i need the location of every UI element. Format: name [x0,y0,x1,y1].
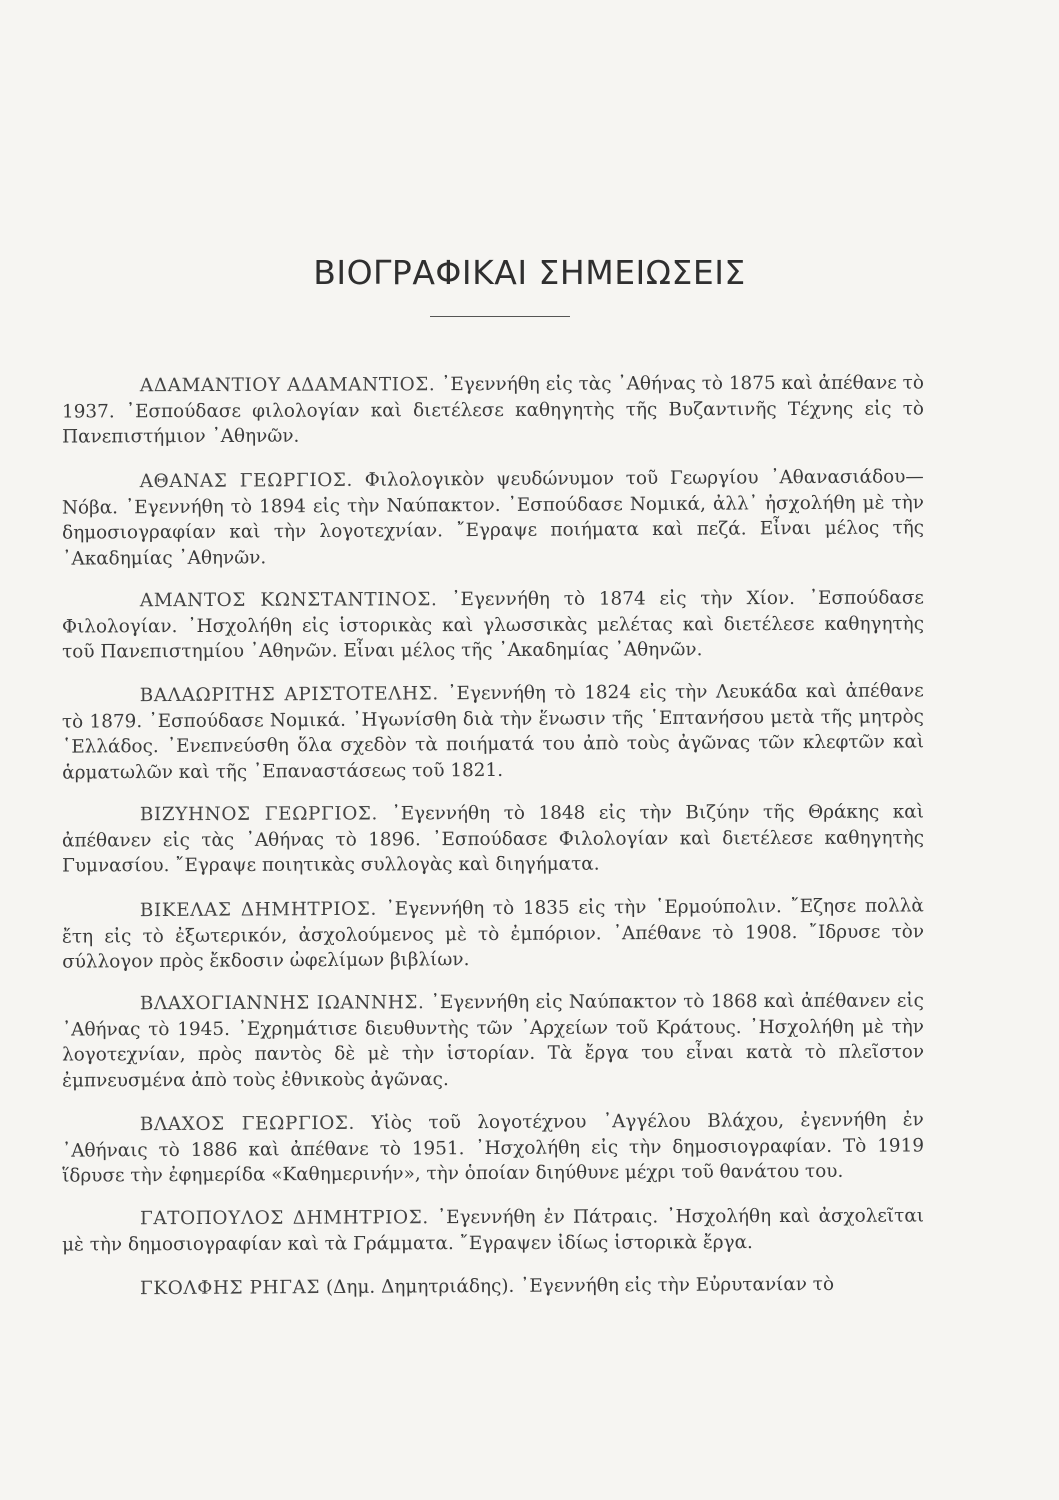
biography-entry [62,988,924,1093]
entry-text: Υἱὸς τοῦ λογοτέχνου ᾿Αγγέλου Βλάχου, ἐγεννήθη ἐν ᾿Αθήναις τὸ 1886 καὶ ἀπέθανε τὸ 1951. ᾿Ησχολήθη εἰς τὴν δημοσιογραφίαν. Τὸ 1919 ἵδρυσε τὴν ἐφημερίδα «Καθημερινήν», τὴν ὁποίαν διηύθυνε μέχρι τοῦ θανάτου του. [61,1109,925,1187]
entry-text: (Δημ. Δημητριάδης). ᾿Εγεννήθη εἰς τὴν Εὐρυτανίαν τὸ [325,1273,835,1298]
entry-text: Φιλολογικὸν ψευδώνυμον τοῦ Γεωργίου ᾿Αθανασιάδου—Νόβα. ᾿Εγεννήθη τὸ 1894 εἰς τὴν Ναύπακτον. ᾿Εσπούδασε Νομικά, ἀλλ᾿ ἠσχολήθη μὲ τὴν δημοσιογραφίαν καὶ τὴν λογοτεχνίαν. ῎Εγραψε ποιήματα καὶ πεζά. Εἶναι μέλος τῆς ᾿Ακαδημίας ᾿Αθηνῶν. [61,465,925,569]
entry-text: ᾿Εγεννήθη τὸ 1835 εἰς τὴν ῾Ερμούπολιν. ῎Εζησε πολλὰ ἔτη εἰς τὸ ἐξωτερικόν, ἀσχολούμενος μὲ τὸ ἐμπόριον. ᾿Απέθανε τὸ 1908. ῎Ιδρυσε τὸν σύλλογον πρὸς ἔκδοσιν ὠφελίμων βιβλίων. [61,894,925,973]
entry-name: ΒΛΑΧΟΓΙΑΝΝΗΣ ΙΩΑΝΝΗΣ. [139,992,425,1015]
biography-entry [62,678,925,785]
entry-name: ΑΔΑΜΑΝΤΙΟΥ ΑΔΑΜΑΝΤΙΟΣ. [139,374,436,397]
entry-name: ΒΙΚΕΛΑΣ ΔΗΜΗΤΡΙΟΣ. [139,898,377,921]
entry-name: ΑΜΑΝΤΟΣ ΚΩΝΣΤΑΝΤΙΝΟΣ. [139,588,438,611]
biography-entry [62,370,924,450]
entry-text: ᾿Εγεννήθη τὸ 1848 εἰς τὴν Βιζύην τῆς Θράκης καὶ ἀπέθανεν εἰς τὰς ᾿Αθήνας τὸ 1896. ᾿Εσπούδασε Φιλολογίαν καὶ διετέλεσε καθηγητὴς Γυμνασίου. ῎Εγραψε ποιητικὰς συλλογὰς καὶ διηγήματα. [61,801,925,877]
title-divider [430,316,570,317]
entry-name: ΓΚΟΛΦΗΣ ΡΗΓΑΣ [139,1276,321,1299]
biography-entry [62,1203,924,1257]
page-title: ΒΙΟΓΡΑΦΙΚΑΙ ΣΗΜΕΙΩΣΕΙΣ [313,253,746,292]
entry-text: ᾿Εγεννήθη τὸ 1824 εἰς τὴν Λευκάδα καὶ ἀπέθανε τὸ 1879. ᾿Εσπούδασε Νομικά. ᾿Ηγωνίσθη διὰ τὴν ἕνωσιν τῆς ῾Επτανήσου μετὰ τῆς μητρὸς ῾Ελλάδος. ᾿Ενεπνεύσθη ὅλα σχεδὸν τὰ ποιήματά του ἀπὸ τοὺς ἀγῶνας τῶν κλεφτῶν καὶ ἁρματωλῶν καὶ τῆς ᾿Επαναστάσεως τοῦ 1821. [61,680,925,784]
entry-text: ᾿Εγεννήθη ἐν Πάτραις. ᾿Ησχολήθη καὶ ἀσχολεῖται μὲ τὴν δημοσιογραφίαν καὶ τὰ Γράμματα. ῎Εγραψεν ἰδίως ἱστορικὰ ἔργα. [62,1204,924,1255]
entry-text: ᾿Εγεννήθη τὸ 1874 εἰς τὴν Χίον. ᾿Εσπούδασε Φιλολογίαν. ᾿Ησχολήθη εἰς ἱστορικὰς καὶ γλωσσικὰς μελέτας καὶ διετέλεσε καθηγητὴς τοῦ Πανεπιστημίου ᾿Αθηνῶν. Εἶναι μέλος τῆς ᾿Ακαδημίας ᾿Αθηνῶν. [61,586,925,663]
biography-entry [62,464,925,571]
entry-name: ΒΛΑΧΟΣ ΓΕΩΡΓΙΟΣ. [139,1112,355,1136]
biography-entry [62,893,924,975]
entry-name: ΑΘΑΝΑΣ ΓΕΩΡΓΙΟΣ. [139,469,354,492]
biography-list [62,372,924,1317]
biography-entry [62,585,924,665]
entry-text: ᾿Εγεννήθη εἰς Ναύπακτον τὸ 1868 καὶ ἀπέθανεν εἰς ᾿Αθήνας τὸ 1945. ᾿Εχρημάτισε διευθυντὴς τῶν ᾿Αρχείων τοῦ Κράτους. ᾿Ησχολήθη μὲ τὴν λογοτεχνίαν, πρὸς παντὸς δὲ μὲ τὴν ἱστορίαν. Τὰ ἔργα του εἶναι κατὰ τὸ πλεῖστον ἐμπνευσμένα ἀπὸ τοὺς ἐθνικοὺς ἀγῶνας. [61,990,925,1092]
biography-entry [62,799,924,879]
biography-entry [62,1107,924,1189]
entry-text: ᾿Εγεννήθη εἰς τὰς ᾿Αθήνας τὸ 1875 καὶ ἀπέθανε τὸ 1937. ᾿Εσπούδασε φιλολογίαν καὶ διετέλεσε καθηγητὴς τῆς Βυζαντινῆς Τέχνης εἰς τὸ Πανεπιστήμιον ᾿Αθηνῶν. [61,372,925,448]
biography-entry [62,1271,924,1302]
entry-name: ΒΙΖΥΗΝΟΣ ΓΕΩΡΓΙΟΣ. [139,803,378,826]
entry-name: ΒΑΛΑΩΡΙΤΗΣ ΑΡΙΣΤΟΤΕΛΗΣ. [139,683,439,707]
entry-name: ΓΑΤΟΠΟΥΛΟΣ ΔΗΜΗΤΡΙΟΣ. [139,1206,429,1229]
